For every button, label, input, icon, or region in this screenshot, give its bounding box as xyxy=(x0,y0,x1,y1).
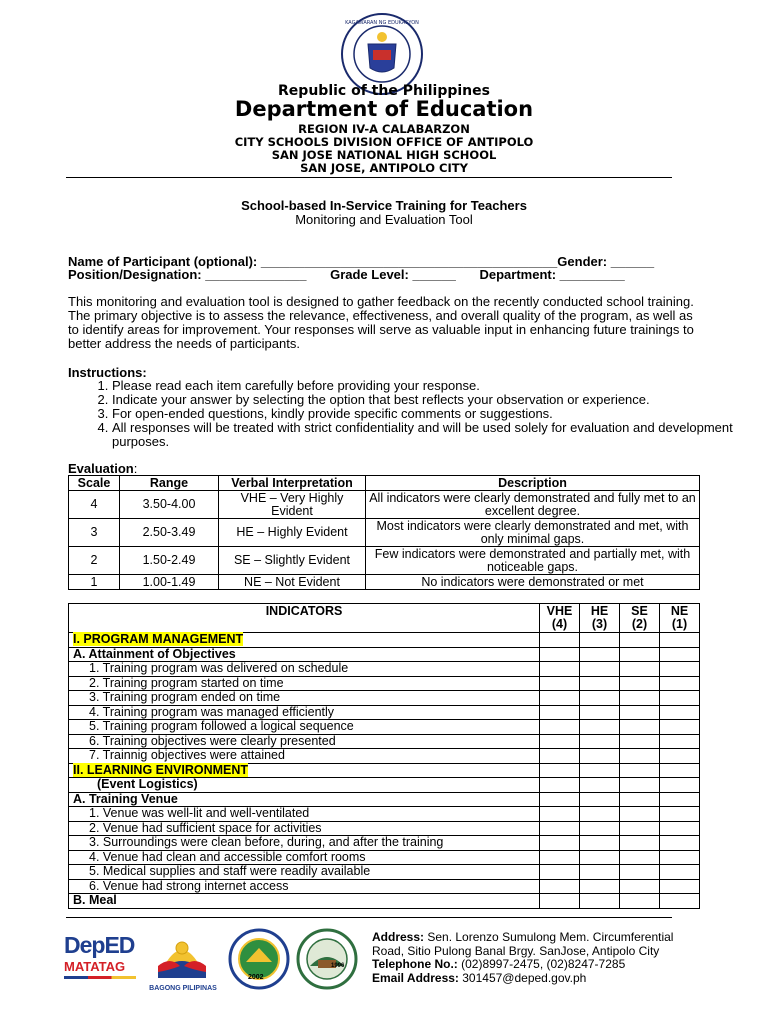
section-row xyxy=(69,633,700,648)
scale-table xyxy=(68,475,700,590)
instruction-item: 1. Please read each item carefully before providing your response. xyxy=(112,379,742,393)
rating-cell[interactable] xyxy=(540,720,580,735)
grade-field[interactable]: ______ xyxy=(412,267,456,282)
division-line: CITY SCHOOLS DIVISION OFFICE OF ANTIPOLO xyxy=(234,135,534,149)
rating-cell[interactable] xyxy=(660,691,700,706)
rating-cell[interactable] xyxy=(580,720,620,735)
deped-matatag-logo xyxy=(64,932,144,988)
intro-paragraph: This monitoring and evaluation tool is designed to gather feedback on the recently conducted school training. The primary objective is to assess the relevance, effectiveness, and overall quality of the program, as well as to identify areas for improvement. Your responses will serve as valuable input in enhancing future trainings to better address the needs of participants. xyxy=(68,294,694,351)
indicator-row: 5. Medical supplies and staff were readily available xyxy=(69,865,700,880)
rating-cell[interactable] xyxy=(620,662,660,677)
name-label: Name of Participant (optional): xyxy=(68,254,261,269)
rating-cell[interactable] xyxy=(620,720,660,735)
rating-cell[interactable] xyxy=(540,734,580,749)
rating-cell[interactable] xyxy=(660,676,700,691)
subsection-row: A. Training Venue xyxy=(69,792,700,807)
address-label: Address: xyxy=(372,930,425,944)
rating-cell[interactable] xyxy=(540,676,580,691)
range-header: Range xyxy=(120,476,219,491)
subsection-row: A. Attainment of Objectives xyxy=(69,647,700,662)
region-line: REGION IV-A CALABARZON xyxy=(298,122,470,136)
rating-cell[interactable] xyxy=(540,836,580,851)
instructions-heading: Instructions: xyxy=(68,365,147,380)
rating-cell[interactable] xyxy=(580,836,620,851)
instructions-list xyxy=(68,379,742,449)
school-seal-icon xyxy=(296,928,358,990)
rating-cell[interactable] xyxy=(540,662,580,677)
grade-label: Grade Level: xyxy=(330,267,413,282)
rating-cell[interactable] xyxy=(620,879,660,894)
rating-cell[interactable] xyxy=(660,749,700,764)
rating-cell[interactable] xyxy=(580,705,620,720)
rating-cell[interactable] xyxy=(620,676,660,691)
rating-cell[interactable] xyxy=(660,865,700,880)
scale-row: 3 2.50-3.49 HE – Highly Evident Most indicators were clearly demonstrated and met, with only minimal gaps. xyxy=(69,519,700,547)
rating-cell[interactable] xyxy=(580,821,620,836)
position-label: Position/Designation: xyxy=(68,267,206,282)
rating-cell[interactable] xyxy=(660,821,700,836)
indicator-row: 6. Training objectives were clearly presented xyxy=(69,734,700,749)
evaluation-heading: Evaluation: xyxy=(68,461,138,476)
form-subtitle: Monitoring and Evaluation Tool xyxy=(295,212,473,227)
rating-cell[interactable] xyxy=(660,734,700,749)
contact-block xyxy=(372,931,702,985)
indicator-row: 3. Surroundings were clean before, during, and after the training xyxy=(69,836,700,851)
rating-cell[interactable] xyxy=(540,821,580,836)
subsection-row: (Event Logistics) xyxy=(69,778,700,793)
gender-label: Gender: xyxy=(557,254,611,269)
email-value[interactable]: 301457@deped.gov.ph xyxy=(458,970,587,985)
republic-line: Republic of the Philippines xyxy=(278,83,490,99)
rating-cell[interactable] xyxy=(660,850,700,865)
rating-cell[interactable] xyxy=(540,879,580,894)
city-line: SAN JOSE, ANTIPOLO CITY xyxy=(300,161,468,175)
rating-cell[interactable] xyxy=(620,865,660,880)
rating-cell[interactable] xyxy=(620,749,660,764)
department-title: Department of Education xyxy=(234,97,534,121)
rating-cell[interactable] xyxy=(540,807,580,822)
indicators-table xyxy=(68,603,700,909)
rating-cell[interactable] xyxy=(580,865,620,880)
subsection-row: B. Meal xyxy=(69,894,700,909)
instruction-item: 2. Indicate your answer by selecting the option that best reflects your observation or experience. xyxy=(112,393,742,407)
rating-cell[interactable] xyxy=(660,662,700,677)
rating-cell[interactable] xyxy=(580,850,620,865)
school-line: SAN JOSE NATIONAL HIGH SCHOOL xyxy=(271,148,497,162)
indicators-header: INDICATORS xyxy=(69,604,540,633)
instruction-item: 4. All responses will be treated with strict confidentiality and will be used solely for evaluation and development purposes. xyxy=(112,421,742,449)
rating-cell[interactable] xyxy=(620,836,660,851)
name-field[interactable]: _________________________________________ xyxy=(260,254,558,269)
he-header: HE (3) xyxy=(580,604,620,633)
rating-cell[interactable] xyxy=(580,691,620,706)
bagong-pilipinas-text: BAGONG PILIPINAS xyxy=(149,985,217,992)
section-title: II. LEARNING ENVIRONMENT xyxy=(73,762,249,777)
division-seal-year: 2002 xyxy=(248,974,264,981)
ne-header: NE (1) xyxy=(660,604,700,633)
indicator-row: 5. Training program followed a logical sequence xyxy=(69,720,700,735)
email-label: Email Address: xyxy=(372,970,459,985)
gender-field[interactable]: ______ xyxy=(610,254,655,269)
indicator-row: 7. Trainnig objectives were attained xyxy=(69,749,700,764)
indicator-row: 4. Venue had clean and accessible comfort rooms xyxy=(69,850,700,865)
instruction-item: 3. For open-ended questions, kindly provide specific comments or suggestions. xyxy=(112,407,742,421)
telephone-value: (02)8997-2475, (02)8247-7285 xyxy=(457,957,626,971)
footer-divider xyxy=(66,917,672,918)
interpretation-header: Verbal Interpretation xyxy=(219,476,366,491)
section-title: I. PROGRAM MANAGEMENT xyxy=(73,632,244,646)
rating-cell[interactable] xyxy=(580,879,620,894)
indicator-row: 6. Venue had strong internet access xyxy=(69,879,700,894)
matatag-wordmark: MATATAG xyxy=(64,959,126,974)
description-header: Description xyxy=(366,476,700,491)
rating-cell[interactable] xyxy=(540,691,580,706)
position-field[interactable]: ______________ xyxy=(205,267,307,282)
indicator-row: 1. Training program was delivered on schedule xyxy=(69,662,700,677)
rating-cell[interactable] xyxy=(540,705,580,720)
rating-cell[interactable] xyxy=(660,879,700,894)
scale-row: 1 1.00-1.49 NE – Not Evident No indicators were demonstrated or met xyxy=(69,575,700,590)
scale-row: 2 1.50-2.49 SE – Slightly Evident Few indicators were demonstrated and partially met, with noticeable gaps. xyxy=(69,547,700,575)
rating-cell[interactable] xyxy=(580,749,620,764)
indicator-row: 3. Training program ended on time xyxy=(69,691,700,706)
position-row xyxy=(68,267,708,282)
rating-cell[interactable] xyxy=(620,850,660,865)
rating-cell[interactable] xyxy=(620,691,660,706)
rating-cell[interactable] xyxy=(540,865,580,880)
indicator-row: 2. Training program started on time xyxy=(69,676,700,691)
indicator-row: 2. Venue had sufficient space for activities xyxy=(69,821,700,836)
rating-cell[interactable] xyxy=(580,662,620,677)
address-value: Sen. Lorenzo Sumulong Mem. Circumferential Road, Sitio Pulong Banal Brgy. SanJose, Antipolo City xyxy=(372,930,674,958)
rating-cell[interactable] xyxy=(620,734,660,749)
rating-cell[interactable] xyxy=(660,807,700,822)
indicator-row: 1. Venue was well-lit and well-ventilated xyxy=(69,807,700,822)
rating-cell[interactable] xyxy=(540,850,580,865)
bagong-pilipinas-logo xyxy=(150,926,214,990)
vhe-header: VHE (4) xyxy=(540,604,580,633)
rating-cell[interactable] xyxy=(620,705,660,720)
rating-cell[interactable] xyxy=(580,807,620,822)
telephone-label: Telephone No.: xyxy=(372,957,458,971)
rating-cell[interactable] xyxy=(540,749,580,764)
form-title: School-based In-Service Training for Teachers xyxy=(241,198,527,213)
scale-row: 4 3.50-4.00 VHE – Very Highly Evident All indicators were clearly demonstrated and fully met to an excellent degree. xyxy=(69,491,700,519)
rating-cell[interactable] xyxy=(660,705,700,720)
rating-cell[interactable] xyxy=(620,821,660,836)
rating-cell[interactable] xyxy=(660,720,700,735)
rating-cell[interactable] xyxy=(580,734,620,749)
se-header: SE (2) xyxy=(620,604,660,633)
svg-text:KAGAWARAN NG EDUKASYON: KAGAWARAN NG EDUKASYON xyxy=(345,20,419,26)
section-row xyxy=(69,763,700,778)
indicator-row: 4. Training program was managed efficiently xyxy=(69,705,700,720)
department-label: Department: xyxy=(479,267,560,282)
department-field[interactable]: _________ xyxy=(559,267,625,282)
rating-cell[interactable] xyxy=(580,676,620,691)
header-divider xyxy=(66,177,672,178)
school-seal-year: 1996 xyxy=(331,963,345,969)
rating-cell[interactable] xyxy=(660,836,700,851)
rating-cell[interactable] xyxy=(620,807,660,822)
scale-header: Scale xyxy=(69,476,120,491)
deped-wordmark: DepED xyxy=(64,932,135,958)
